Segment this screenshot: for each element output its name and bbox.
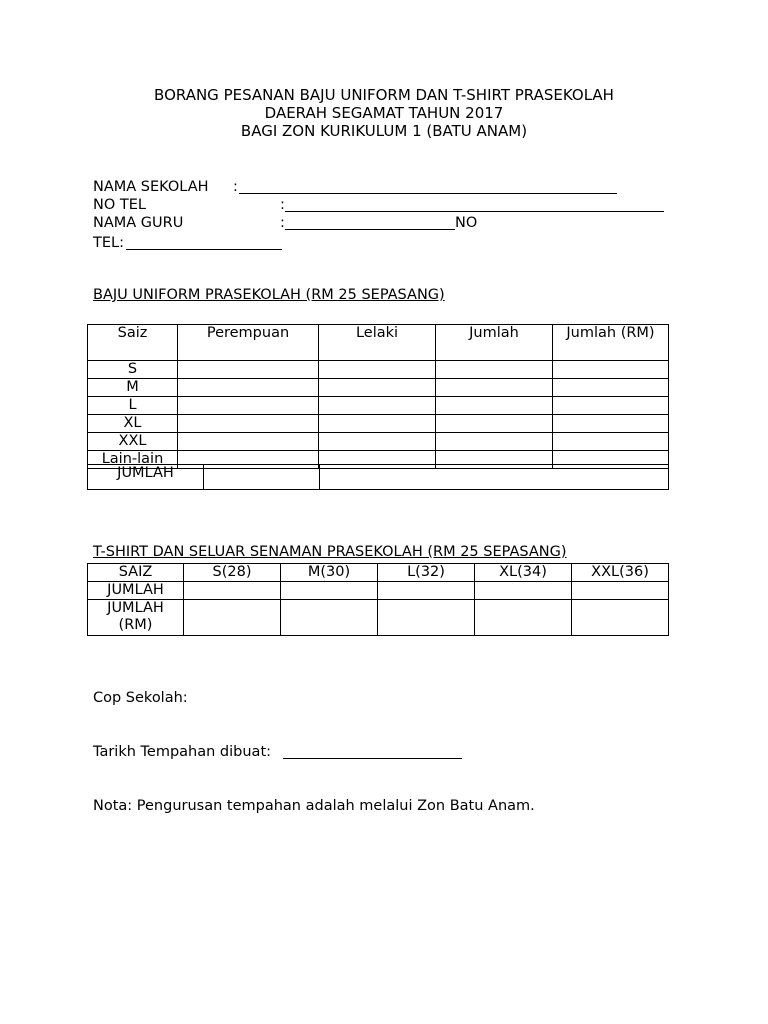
- teacher-tel-label: TEL:: [93, 235, 124, 251]
- input-cell[interactable]: [184, 600, 281, 636]
- form-title-line-1: BORANG PESANAN BAJU UNIFORM DAN T-SHIRT PRASEKOLAH: [154, 86, 614, 104]
- col-header-m: M(30): [281, 564, 378, 582]
- size-cell: L: [88, 397, 178, 415]
- input-cell[interactable]: [319, 415, 436, 433]
- tshirt-header-row: [88, 564, 669, 582]
- input-cell[interactable]: [553, 361, 669, 379]
- input-cell[interactable]: [178, 361, 319, 379]
- input-cell[interactable]: [204, 465, 320, 490]
- order-date-label: Tarikh Tempahan dibuat:: [93, 744, 272, 760]
- col-header-total-rm: Jumlah (RM): [553, 325, 669, 361]
- input-cell[interactable]: [553, 415, 669, 433]
- input-cell[interactable]: [436, 379, 553, 397]
- size-cell: Lain-lain: [88, 451, 178, 469]
- input-cell[interactable]: [319, 433, 436, 451]
- table-row: [88, 433, 669, 451]
- col-header-xxl: XXL(36): [572, 564, 669, 582]
- teacher-no-label: NO: [455, 215, 478, 231]
- col-header-l: L(32): [378, 564, 475, 582]
- table-row: [88, 415, 669, 433]
- input-cell[interactable]: [378, 600, 475, 636]
- col-header-total: Jumlah: [436, 325, 553, 361]
- tshirt-section-title: T-SHIRT DAN SELUAR SENAMAN PRASEKOLAH (RM 25 SEPASANG): [93, 544, 567, 560]
- teacher-name-colon: :: [280, 215, 285, 231]
- table-row: [88, 582, 669, 600]
- input-cell[interactable]: [475, 600, 572, 636]
- input-cell[interactable]: [178, 397, 319, 415]
- col-header-size: SAIZ: [88, 564, 184, 582]
- table-row: [88, 361, 669, 379]
- input-cell[interactable]: [436, 415, 553, 433]
- input-cell[interactable]: [572, 600, 669, 636]
- size-cell: XXL: [88, 433, 178, 451]
- table-row: [88, 397, 669, 415]
- tshirt-order-table: [87, 563, 669, 636]
- uniform-header-row: [88, 325, 669, 361]
- input-cell[interactable]: [281, 582, 378, 600]
- teacher-name-field[interactable]: [285, 229, 455, 230]
- input-cell[interactable]: [436, 433, 553, 451]
- tshirt-quantity-label: JUMLAH: [88, 582, 184, 600]
- size-cell: S: [88, 361, 178, 379]
- input-cell[interactable]: [281, 600, 378, 636]
- col-header-xl: XL(34): [475, 564, 572, 582]
- school-name-label: NAMA SEKOLAH: [93, 179, 209, 195]
- input-cell[interactable]: [178, 379, 319, 397]
- size-cell: M: [88, 379, 178, 397]
- uniform-total-label: JUMLAH: [88, 465, 204, 490]
- uniform-order-table: [87, 324, 669, 469]
- input-cell[interactable]: [178, 433, 319, 451]
- input-cell[interactable]: [436, 397, 553, 415]
- tshirt-amount-label: JUMLAH (RM): [88, 600, 184, 636]
- input-cell[interactable]: [178, 415, 319, 433]
- col-header-male: Lelaki: [319, 325, 436, 361]
- size-cell: XL: [88, 415, 178, 433]
- input-cell[interactable]: [319, 397, 436, 415]
- input-cell[interactable]: [553, 379, 669, 397]
- table-row: [88, 600, 669, 636]
- phone-field[interactable]: [285, 211, 664, 212]
- input-cell[interactable]: [319, 379, 436, 397]
- teacher-name-label: NAMA GURU: [93, 215, 184, 231]
- col-header-s: S(28): [184, 564, 281, 582]
- school-name-colon: :: [233, 179, 238, 195]
- input-cell[interactable]: [553, 397, 669, 415]
- input-cell[interactable]: [319, 361, 436, 379]
- order-date-field[interactable]: [283, 758, 462, 759]
- school-stamp-label: Cop Sekolah:: [93, 690, 188, 706]
- input-cell[interactable]: [553, 433, 669, 451]
- form-title-line-3: BAGI ZON KURIKULUM 1 (BATU ANAM): [240, 122, 528, 140]
- input-cell[interactable]: [475, 582, 572, 600]
- input-cell[interactable]: [378, 582, 475, 600]
- input-cell[interactable]: [320, 465, 669, 490]
- table-row: [88, 379, 669, 397]
- uniform-total-table: [87, 464, 669, 490]
- school-name-field[interactable]: [239, 193, 617, 194]
- input-cell[interactable]: [572, 582, 669, 600]
- col-header-female: Perempuan: [178, 325, 319, 361]
- uniform-total-row: [88, 465, 669, 490]
- phone-colon: :: [280, 197, 285, 213]
- col-header-size: Saiz: [88, 325, 178, 361]
- input-cell[interactable]: [436, 361, 553, 379]
- order-note: Nota: Pengurusan tempahan adalah melalui Zon Batu Anam.: [93, 798, 535, 814]
- uniform-section-title: BAJU UNIFORM PRASEKOLAH (RM 25 SEPASANG): [93, 287, 445, 303]
- input-cell[interactable]: [184, 582, 281, 600]
- teacher-tel-field[interactable]: [126, 249, 282, 250]
- form-title-line-2: DAERAH SEGAMAT TAHUN 2017: [264, 104, 504, 122]
- phone-label: NO TEL: [93, 197, 146, 213]
